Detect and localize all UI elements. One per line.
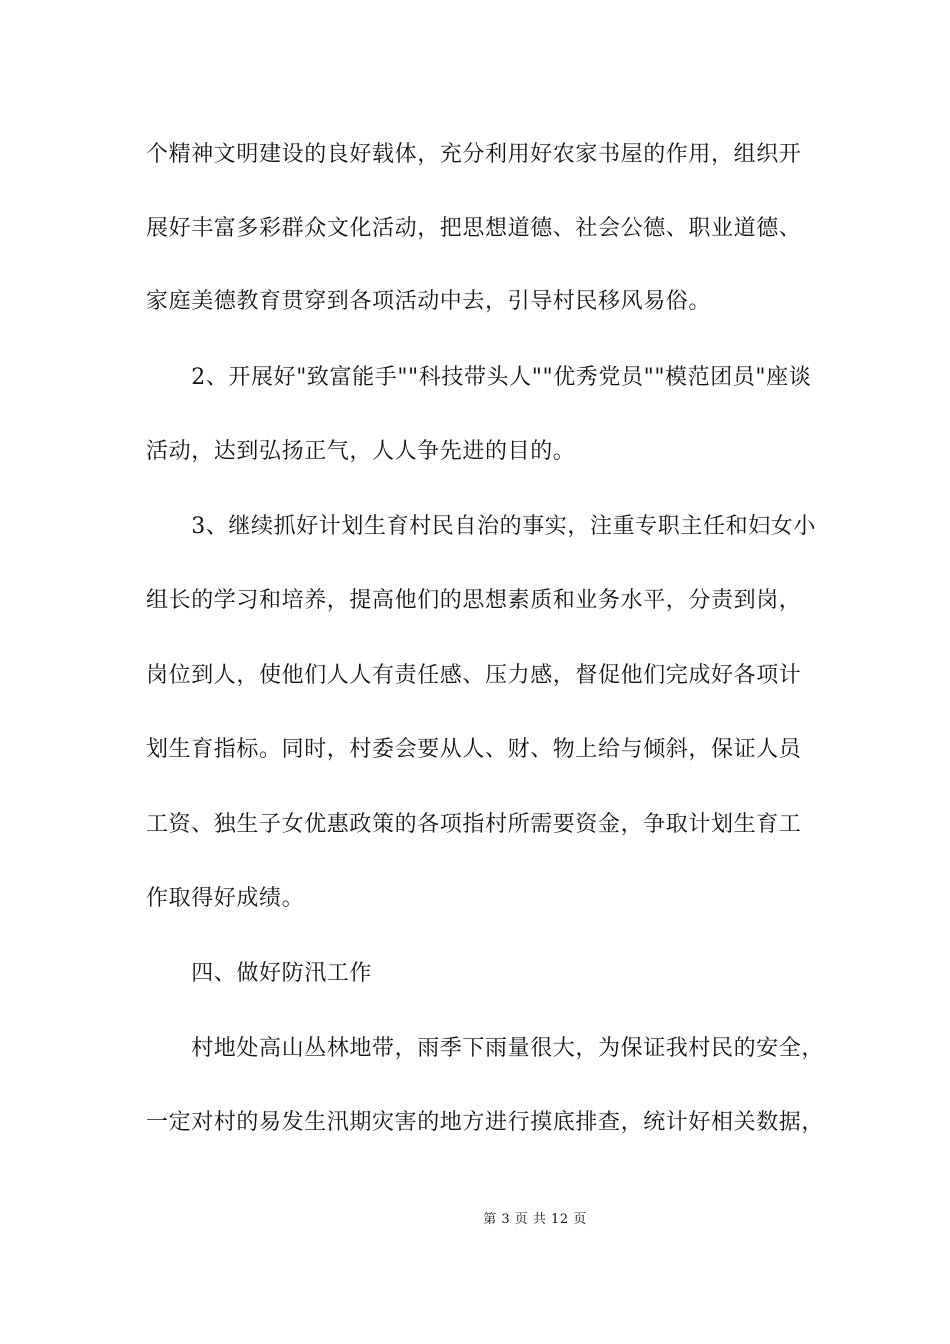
body-line: 作取得好成绩。 xyxy=(146,886,305,911)
body-line: 2、开展好"致富能手""科技带头人""优秀党员""模范团员"座谈 xyxy=(146,365,812,390)
body-line: 岗位到人，使他们人人有责任感、压力感，督促他们完成好各项计 xyxy=(146,663,802,688)
body-line: 展好丰富多彩群众文化活动，把思想道德、社会公德、职业道德、 xyxy=(146,216,802,241)
body-line: 村地处高山丛林地带，雨季下雨量很大，为保证我村民的安全， xyxy=(146,1036,825,1061)
section-heading: 四、做好防汛工作 xyxy=(146,961,373,986)
body-line: 组长的学习和培养，提高他们的思想素质和业务水平，分责到岗， xyxy=(146,588,802,613)
body-line: 活动，达到弘扬正气，人人争先进的目的。 xyxy=(146,439,576,464)
body-line: 一定对村的易发生汛期灾害的地方进行摸底排查，统计好相关数据， xyxy=(146,1110,825,1135)
body-line: 划生育指标。同时，村委会要从人、财、物上给与倾斜，保证人员 xyxy=(146,737,802,762)
body-line: 3、继续抓好计划生育村民自治的事实，注重专职主任和妇女小 xyxy=(146,514,816,539)
page-footer: 第 3 页 共 12 页 xyxy=(483,1212,587,1227)
body-line: 工资、独生子女优惠政策的各项指村所需要资金，争取计划生育工 xyxy=(146,812,802,837)
body-line: 家庭美德教育贯穿到各项活动中去，引导村民移风易俗。 xyxy=(146,289,712,314)
body-line: 个精神文明建设的良好载体，充分利用好农家书屋的作用，组织开 xyxy=(146,142,802,167)
